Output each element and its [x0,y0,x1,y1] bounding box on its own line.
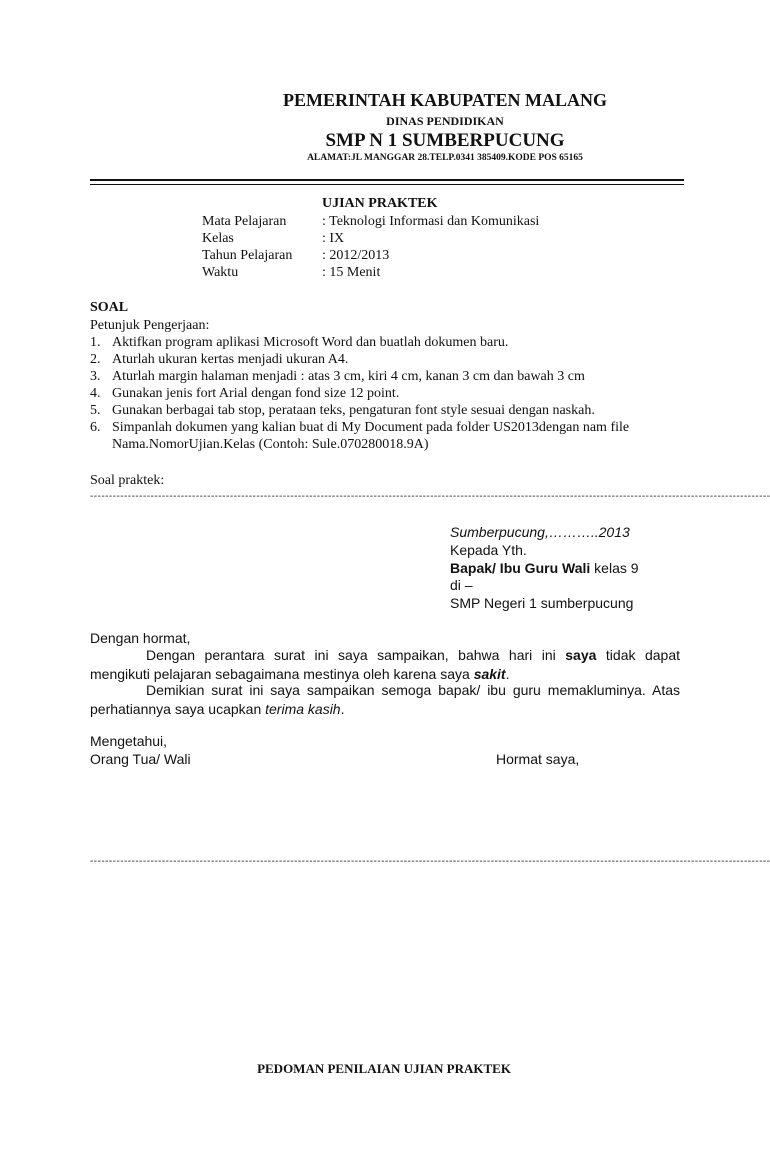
list-item-text: Gunakan berbagai tab stop, perataan teks, pengaturan font style sesuai dengan naskah. [112,403,595,418]
list-item-number: 5. [90,403,101,418]
list-item-number: 6. [90,420,101,435]
list-item-number: 1. [90,335,101,350]
info-label: Mata Pelajaran [202,214,287,229]
info-value: : 2012/2013 [322,248,390,263]
letter-paragraph-2 [90,681,680,719]
p1-end: . [505,666,510,682]
info-value: : IX [322,231,345,246]
letterhead-school: SMP N 1 SUMBERPUCUNG [325,130,565,151]
info-value: : Teknologi Informasi dan Komunikasi [322,214,540,229]
info-label: Kelas [202,231,234,246]
list-item-text: Simpanlah dokumen yang kalian buat di My Document pada folder US2013dengan nam file [112,420,630,435]
list-item-text: Aktifkan program aplikasi Microsoft Word dan buatlah dokumen baru. [112,335,509,350]
letterhead-department: DINAS PENDIDIKAN [386,114,504,128]
list-item-number: 4. [90,386,101,401]
assessment-guide-title: PEDOMAN PENILAIAN UJIAN PRAKTEK [257,1061,511,1076]
letter-mengetahui: Mengetahui, [90,733,168,749]
list-item-number: 2. [90,352,101,367]
info-label: Waktu [202,265,239,280]
letter-date: Sumberpucung,………..2013 [450,524,630,540]
dashed-separator-top: ------------------------------------------------------------------------------------------------------------------------------------------------------------------------------------ [90,491,770,502]
practice-label: Soal praktek: [90,473,165,488]
p1-bold-italic: sakit [473,666,506,682]
letter-di: di – [450,577,473,593]
letterhead-government: PEMERINTAH KABUPATEN MALANG [283,90,607,110]
info-label: Tahun Pelajaran [202,248,293,263]
letter-parent: Orang Tua/ Wali [90,751,191,767]
p1-text: Dengan perantara surat ini saya sampaikan, bahwa hari ini [146,647,566,663]
letter-paragraph-1 [90,646,680,684]
letterhead-address: ALAMAT:JL MANGGAR 28.TELP.0341 385409.KODE POS 65165 [307,153,583,163]
list-item-text: Gunakan jenis fort Arial dengan fond size 12 point. [112,386,400,401]
letter-kepada: Kepada Yth. [450,542,527,558]
letter-salutation: Dengan hormat, [90,630,191,646]
instructions-heading: Petunjuk Pengerjaan: [90,318,210,333]
p1-text-2: tidak dapat mengikuti pelajaran sebagaimana mestinya oleh karena saya [90,647,681,682]
letter-recipient [450,560,639,576]
p2-text: Demikian surat ini saya sampaikan semoga bapak/ ibu guru memakluminya. Atas perhatiannya saya ucapkan [90,682,680,717]
letterhead-rule-thin [90,184,684,185]
recipient-rest: kelas 9 [590,560,639,576]
letter-school: SMP Negeri 1 sumberpucung [450,595,634,611]
recipient-bold: Bapak/ Ibu Guru Wali [450,560,591,576]
p2-italic: terima kasih [265,701,341,717]
p1-bold: saya [565,647,597,663]
letterhead-rule-thick [90,179,684,181]
list-item-number: 3. [90,369,101,384]
soal-heading: SOAL [90,300,129,315]
letter-closing: Hormat saya, [496,751,580,767]
dashed-separator-bottom: ------------------------------------------------------------------------------------------------------------------------------------------------------------------------------------ [90,856,770,867]
list-item-text: Aturlah ukuran kertas menjadi ukuran A4. [112,352,349,367]
p2-end: . [340,701,345,717]
list-item-text: Nama.NomorUjian.Kelas (Contoh: Sule.070280018.9A) [112,437,429,452]
info-value: : 15 Menit [322,265,381,280]
list-item-text: Aturlah margin halaman menjadi : atas 3 cm, kiri 4 cm, kanan 3 cm dan bawah 3 cm [112,369,585,384]
exam-title: UJIAN PRAKTEK [322,196,438,211]
